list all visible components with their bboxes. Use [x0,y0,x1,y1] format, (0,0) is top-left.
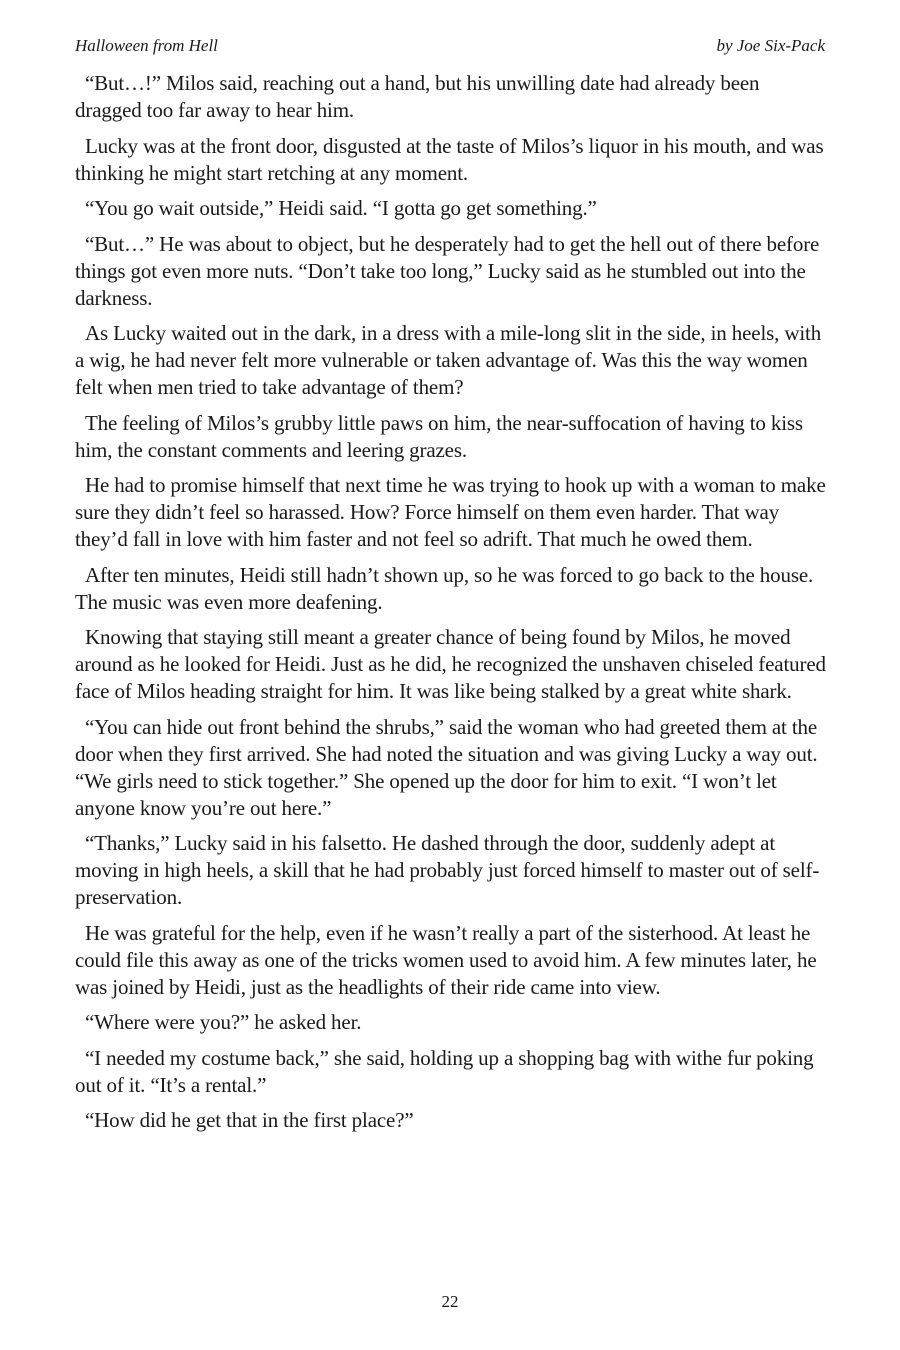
paragraph: Knowing that staying still meant a greater chance of being found by Milos, he moved around as he looked for Heidi. Just as he did, he recognized the unshaven chiseled featured face of Milos heading straight for him. It was like being stalked by a great white shark. [75,625,826,703]
paragraph: “How did he get that in the first place?” [85,1108,414,1132]
paragraph: The feeling of Milos’s grubby little paws on him, the near-suffocation of having to kiss him, the constant comments and leering grazes. [75,410,803,462]
body-text [75,70,827,1143]
paragraph: As Lucky waited out in the dark, in a dress with a mile-long slit in the side, in heels, with a wig, he had never felt more vulnerable or taken advantage of. Was this the way women felt when men tried to take advantage of them? [75,321,822,399]
paragraph: He had to promise himself that next time he was trying to hook up with a woman to make sure they didn’t feel so harassed. How? Force himself on them even harder. That way they’d fall in love with him faster and not feel so adrift. That much he owed them. [75,473,826,551]
page-number: 22 [441,1292,459,1311]
paragraph: “But…!” Milos said, reaching out a hand, but his unwilling date had already been dragged too far away to hear him. [75,71,760,122]
paragraph: “Where were you?” he asked her. [85,1010,362,1034]
paragraph: Lucky was at the front door, disgusted at the taste of Milos’s liquor in his mouth, and was thinking he might start retching at any moment. [75,133,824,185]
paragraph: “You go wait outside,” Heidi said. “I gotta go get something.” [85,196,597,220]
paragraph: “Thanks,” Lucky said in his falsetto. He dashed through the door, suddenly adept at moving in high heels, a skill that he had probably just forced himself to master out of self-preservation. [75,831,820,909]
paragraph: “You can hide out front behind the shrubs,” said the woman who had greeted them at the door when they first arrived. She had noted the situation and was giving Lucky a way out. “We girls need to stick together.” She opened up the door for him to exit. “I won’t let anyone know you’re out here.” [75,714,818,820]
paragraph: “I needed my costume back,” she said, holding up a shopping bag with withe fur poking out of it. “It’s a rental.” [75,1045,814,1097]
author-name: by Joe Six-Pack [716,36,825,55]
book-title: Halloween from Hell [75,36,218,55]
running-header [75,34,825,58]
paragraph: After ten minutes, Heidi still hadn’t shown up, so he was forced to go back to the house. The music was even more deafening. [75,562,814,614]
paragraph: “But…” He was about to object, but he desperately had to get the hell out of there before things got even more nuts. “Don’t take too long,” Lucky said as he stumbled out into the darkness. [75,231,820,310]
paragraph: He was grateful for the help, even if he wasn’t really a part of the sisterhood. At least he could file this away as one of the tricks women used to avoid him. A few minutes later, he was joined by Heidi, just as the headlights of their ride came into view. [75,920,817,999]
